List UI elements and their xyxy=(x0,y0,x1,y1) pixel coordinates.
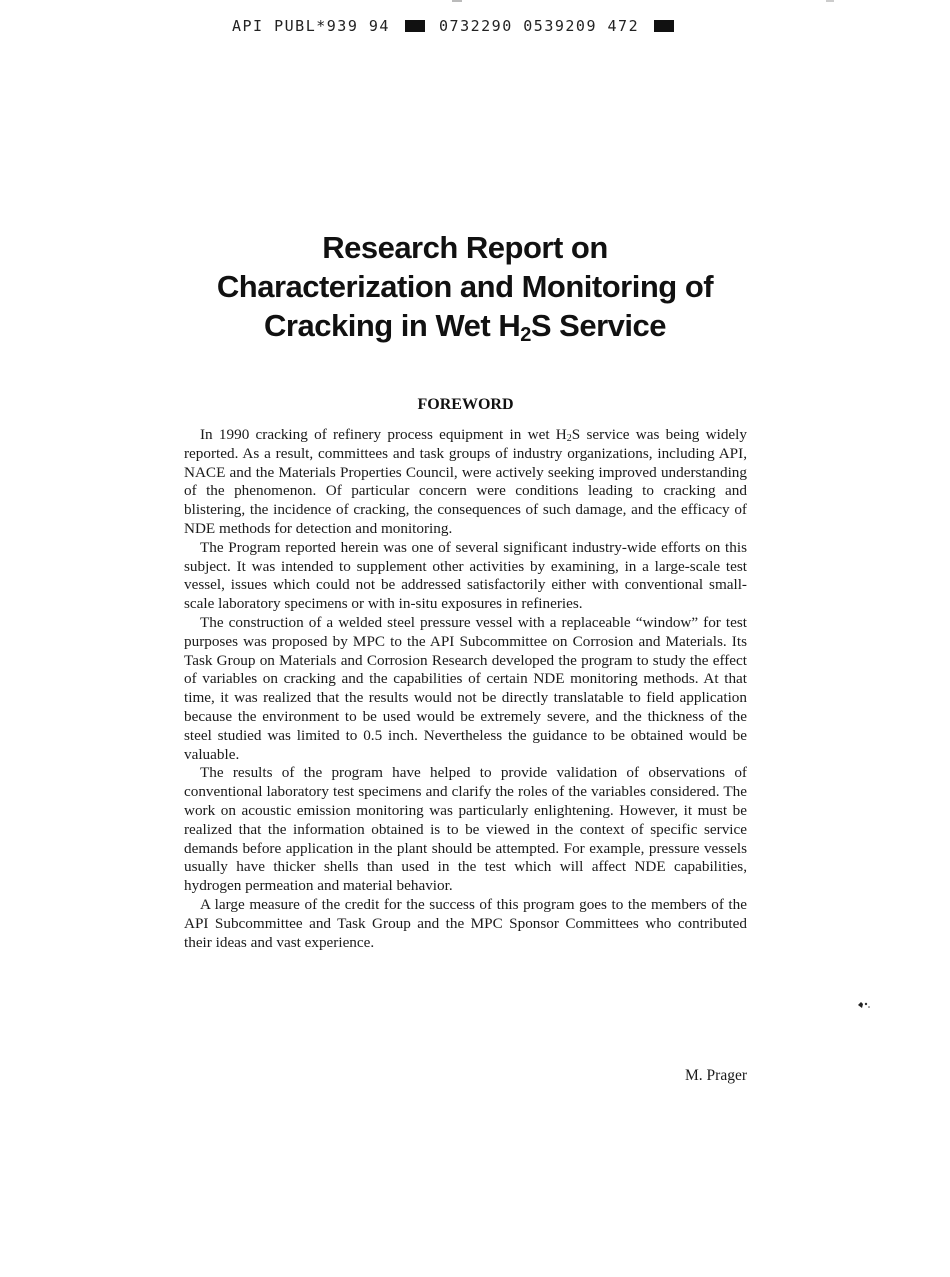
scan-mark-top xyxy=(452,0,462,2)
paragraph-1-post: S service was being widely reported. As a result, committees and task groups of industry organizations, including API, NACE and the Materials Properties Council, were actively seeking improved understanding of the phenomenon. Of particular concern were conditions leading to cracking and blistering, the incidence of cracking, the consequences of such damage, and the efficacy of NDE methods for detection and monitoring. xyxy=(184,426,747,537)
foreword-heading: FOREWORD xyxy=(417,396,514,413)
paragraph-4: The results of the program have helped to provide validation of observations of conventional laboratory test specimens and clarify the roles of the variables considered. The work on acoustic emission monitoring was particularly enlightening. However, it must be realized that the information obtained is to be viewed in the context of specific service demands before application in the plant should be attempted. For example, pressure vessels usually have thicker shells than used in the test which will affect NDE capabilities, hydrogen permeation and material behavior. xyxy=(184,764,747,895)
scan-mark-right xyxy=(826,0,834,2)
foreword-body xyxy=(184,426,747,952)
report-title xyxy=(150,228,780,345)
title-line-1: Research Report on xyxy=(322,230,608,265)
scan-artifact-mark xyxy=(857,1000,871,1010)
title-line-2: Characterization and Monitoring of xyxy=(216,269,714,304)
paragraph-5: A large measure of the credit for the success of this program goes to the members of the API Subcommittee and Task Group and the MPC Sponsor Committees who contributed their ideas and vast experience. xyxy=(184,895,747,951)
paragraph-2: The Program reported herein was one of several significant industry-wide efforts on this subject. It was intended to supplement other activities by examining, in a large-scale test vessel, issues which could not be addressed satisfactorily either with conventional small-scale laboratory specimens or with in-situ exposures in refineries. xyxy=(184,538,747,613)
paragraph-1-pre: In 1990 cracking of refinery process equipment in wet H xyxy=(200,426,567,443)
barcode-block xyxy=(405,20,425,32)
paragraph-1-subscript: 2 xyxy=(566,433,572,444)
paragraph-1 xyxy=(184,426,747,539)
title-line-3 xyxy=(150,306,780,345)
barcode-block xyxy=(654,20,674,32)
title-line-3-post: S Service xyxy=(530,308,666,343)
title-subscript: 2 xyxy=(520,324,531,346)
paragraph-3: The construction of a welded steel pressure vessel with a replaceable “window” for test purposes was proposed by MPC to the API Subcommittee on Corrosion and Materials. Its Task Group on Materials and Corrosion Research developed the program to study the effect of variables on cracking and the capabilities of certain NDE monitoring methods. At that time, it was realized that the results would not be directly translatable to field application because the environment to be used would be extremely severe, and the thickness of the steel studied was limited to 0.5 inch. Nevertheless the guidance to be obtained would be valuable. xyxy=(184,613,747,763)
document-code-header xyxy=(232,17,702,35)
title-line-3-pre: Cracking in Wet H xyxy=(264,308,521,343)
document-code-part2: 0732290 0539209 472 xyxy=(439,17,640,35)
signature: M. Prager xyxy=(685,1067,747,1084)
document-code-part1: API PUBL*939 94 xyxy=(232,17,390,35)
